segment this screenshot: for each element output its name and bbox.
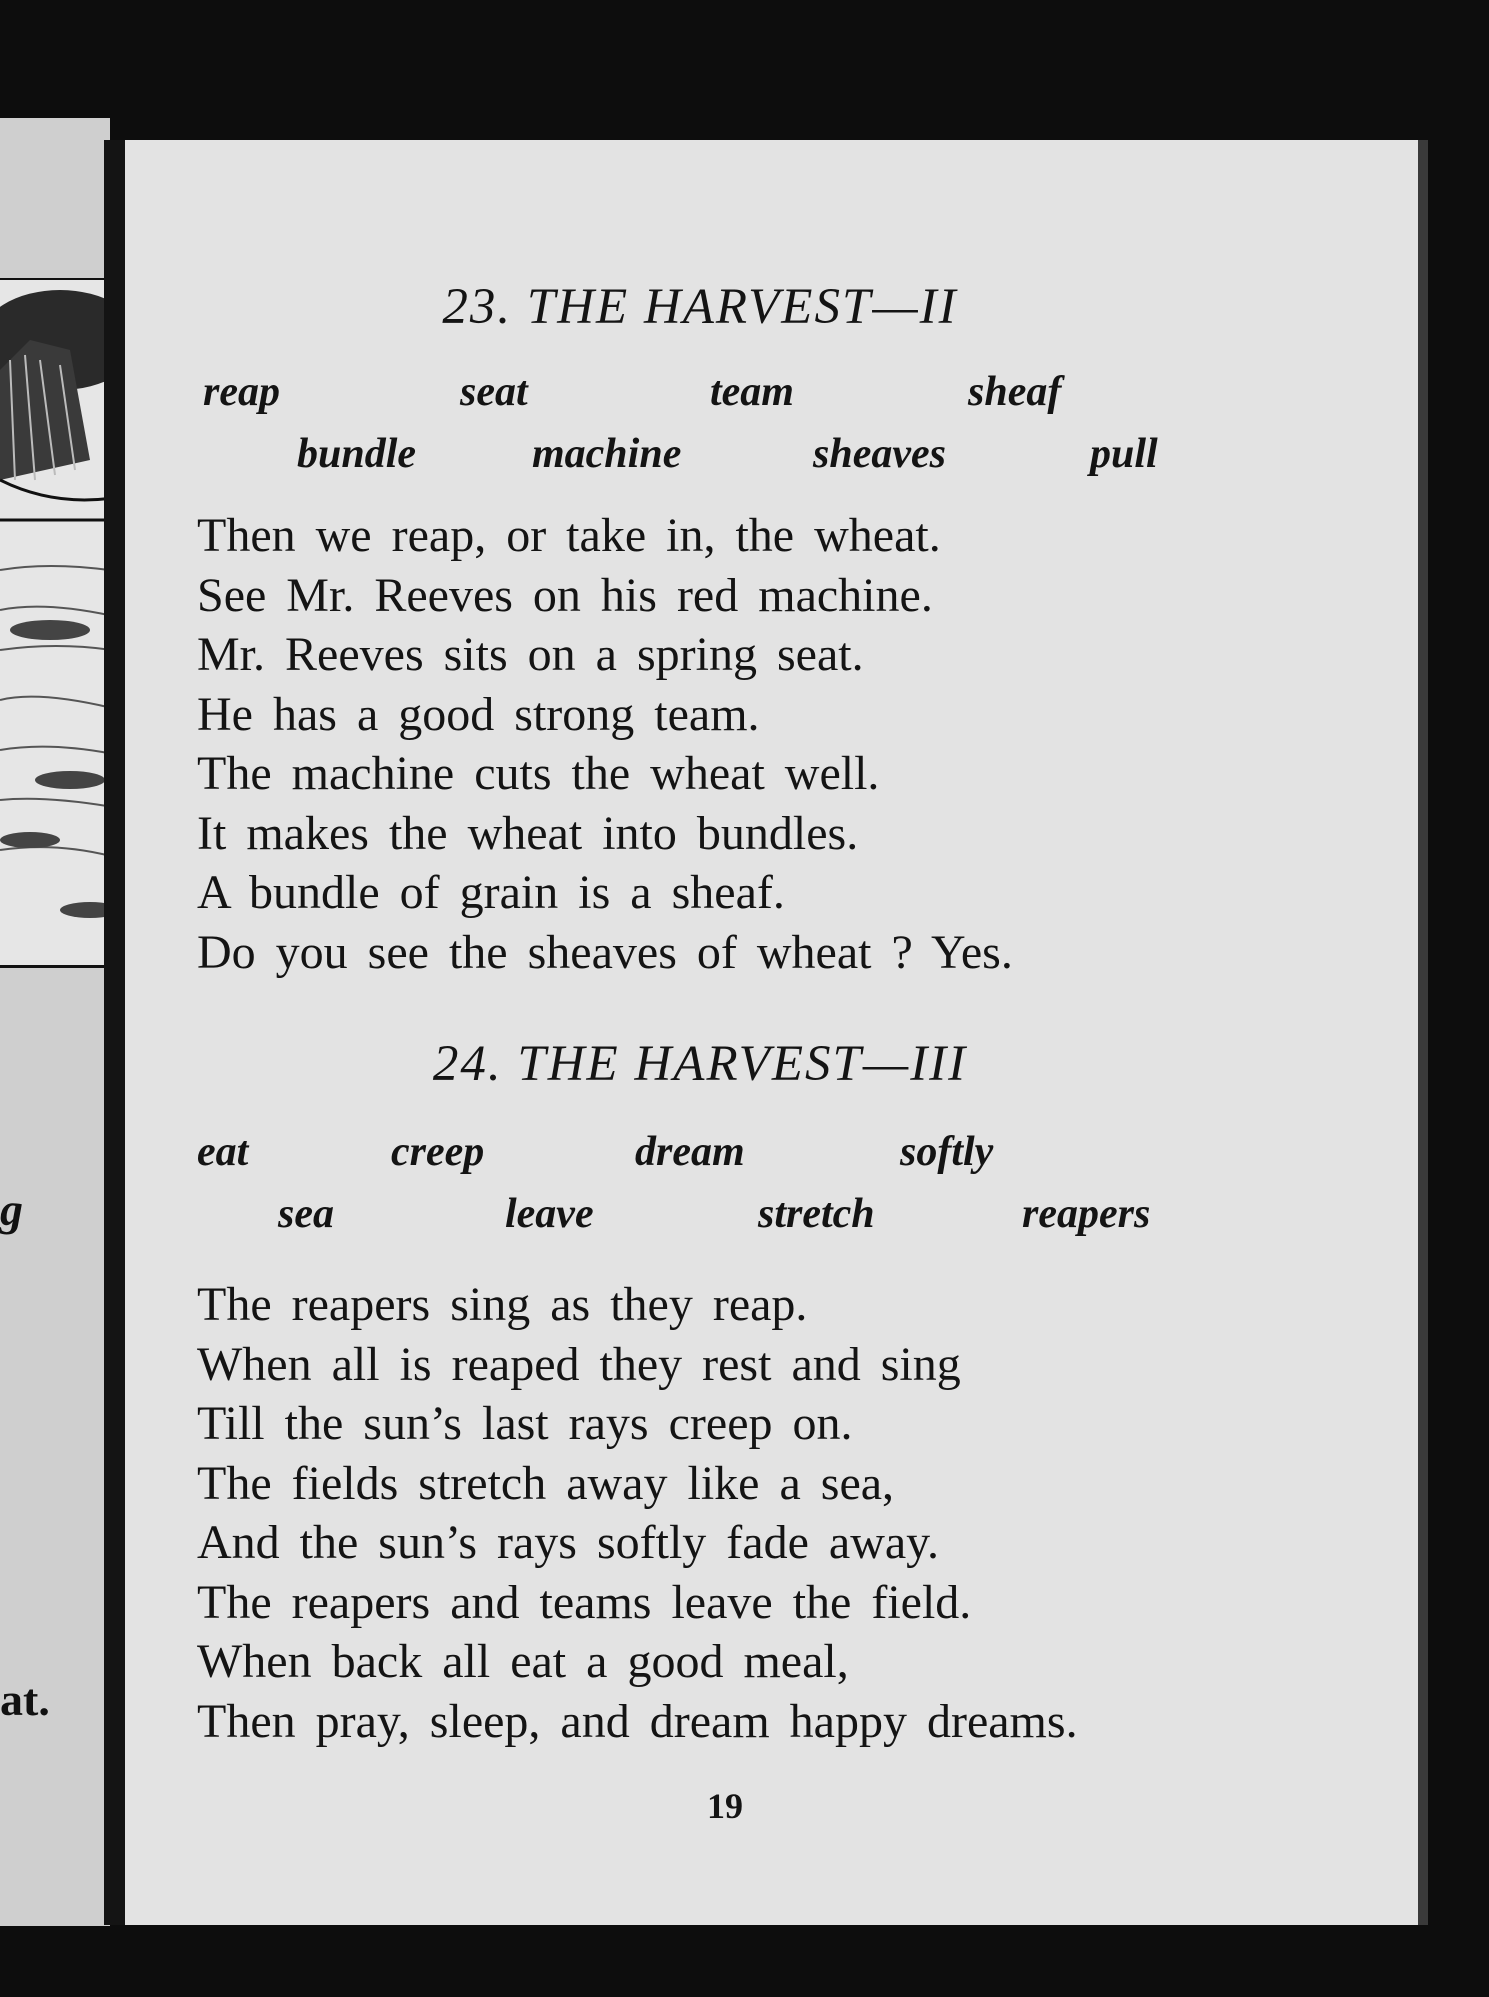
left-page [0,118,110,1926]
text-line: He has a good strong team. [197,687,760,741]
book-page [125,140,1420,1925]
vocab-word: pull [1090,431,1158,477]
lesson-24-title: 24. THE HARVEST—III [432,1036,968,1092]
text-line: The reapers sing as they reap. [197,1278,808,1331]
vocab-word: team [710,369,794,415]
vocab-word: machine [532,431,682,477]
text-line: It makes the wheat into bundles. [197,806,859,860]
lesson-24-text [197,1275,1078,1751]
text-line: Do you see the sheaves of wheat ? Yes. [197,925,1013,979]
wheat-sheaf-illustration [0,278,110,968]
text-line: See Mr. Reeves on his red machine. [197,568,933,622]
vocab-word: creep [391,1129,485,1175]
text-line: When back all eat a good meal, [197,1635,849,1688]
text-line: The fields stretch away like a sea, [197,1456,895,1510]
vocab-word: leave [505,1191,594,1237]
text-line: And the sun’s rays softly fade away. [197,1516,940,1569]
text-line: Then we reap, or take in, the wheat. [197,509,941,562]
text-line: Then pray, sleep, and dream happy dreams. [197,1694,1078,1748]
book-gutter [104,140,126,1925]
vocab-word: sheaves [813,431,946,477]
vocab-word: stretch [758,1191,875,1237]
text-line: The machine cuts the wheat well. [197,747,880,800]
page-number: 19 [707,1786,743,1826]
left-page-text-fragment: g [0,1184,23,1235]
vocab-word: reap [203,369,280,415]
vocab-word: bundle [297,431,417,477]
text-line: The reapers and teams leave the field. [197,1575,972,1629]
vocab-word: reapers [1022,1191,1151,1237]
text-line: A bundle of grain is a sheaf. [197,866,785,919]
lesson-23-text [197,506,1013,982]
text-line: Till the sun’s last rays creep on. [197,1397,853,1450]
vocab-word: sheaf [968,369,1062,415]
text-line: When all is reaped they rest and sing [197,1337,961,1391]
left-page-text-fragment: at. [0,1674,50,1725]
vocab-word: sea [278,1191,334,1237]
vocab-word: softly [900,1129,994,1175]
vocab-word: dream [635,1129,745,1175]
page-edge [1418,140,1428,1925]
vocab-word: eat [197,1129,249,1175]
vocab-word: seat [460,369,528,415]
text-line: Mr. Reeves sits on a spring seat. [197,628,864,681]
lesson-23-title: 23. THE HARVEST—II [442,279,958,335]
